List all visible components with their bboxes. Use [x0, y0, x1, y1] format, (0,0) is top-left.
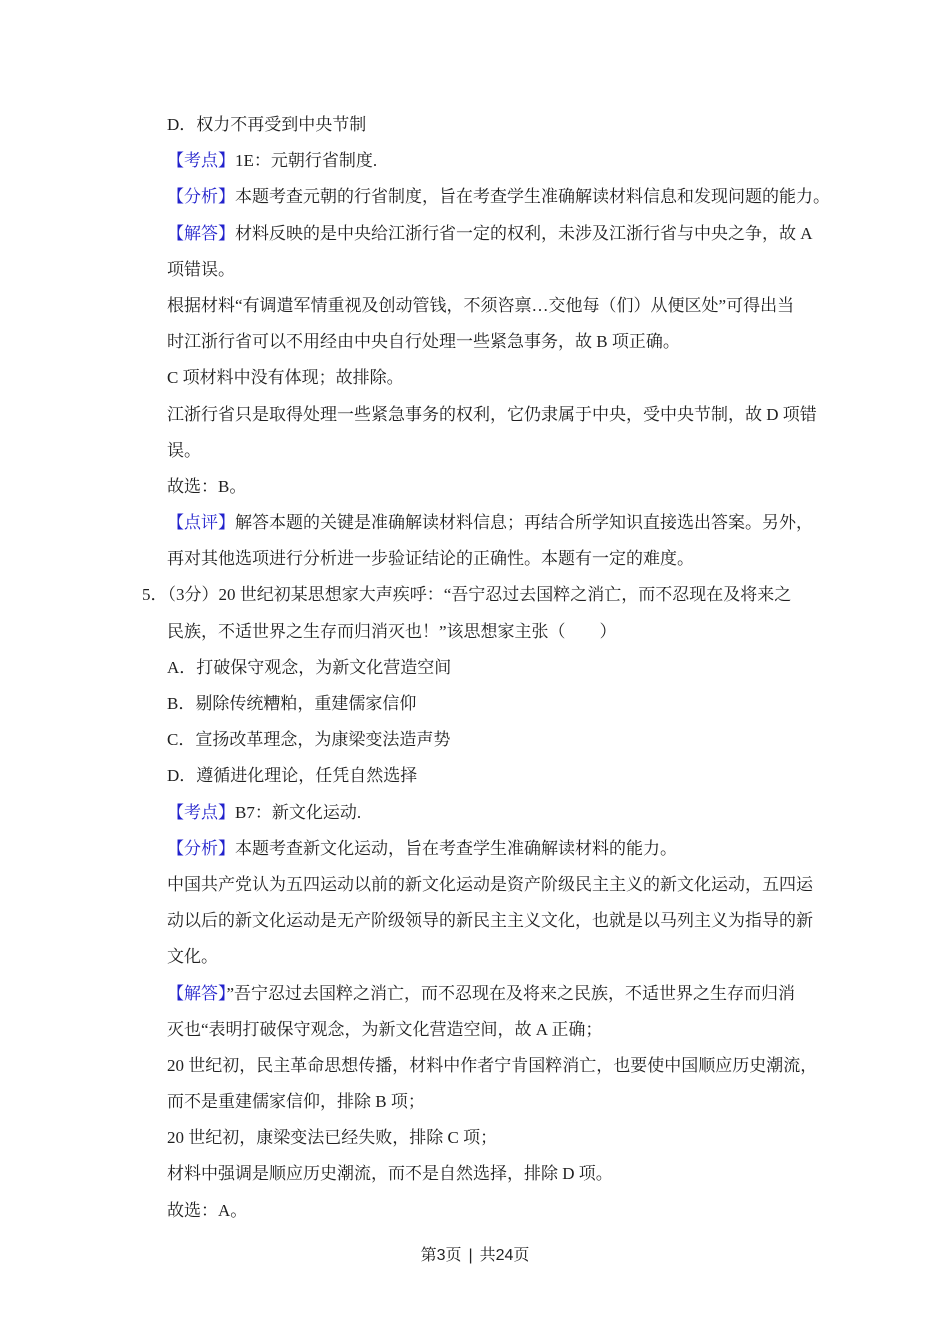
- page-footer: [0, 1242, 950, 1265]
- text-line: [167, 1156, 829, 1192]
- text-line: [167, 867, 829, 903]
- text-line: [167, 252, 829, 288]
- text-segment: 材料反映的是中央给江浙行省一定的权利，未涉及江浙行省与中央之争，故 A: [235, 223, 813, 243]
- text-segment: B7：新文化运动.: [235, 802, 362, 822]
- text-segment: 本题考查新文化运动，旨在考查学生准确解读材料的能力。: [235, 838, 677, 858]
- text-segment: 江浙行省只是取得处理一些紧急事务的权利，它仍隶属于中央，受中央节制，故 D 项错: [167, 404, 817, 424]
- text-line: [167, 107, 829, 143]
- text-segment: 文化。: [167, 947, 218, 967]
- text-line: [167, 650, 829, 686]
- text-line: [167, 1193, 829, 1229]
- section-label: 【考点】: [167, 802, 235, 822]
- footer-current-page: 第3页: [420, 1247, 462, 1264]
- text-line: [167, 216, 829, 252]
- text-segment: 中国共产党认为五四运动以前的新文化运动是资产阶级民主主义的新文化运动，五四运: [167, 874, 813, 894]
- document-body-text: [142, 107, 830, 1229]
- text-segment: 20 世纪初，康梁变法已经失败，排除 C 项；: [167, 1128, 498, 1148]
- text-segment: ”吾宁忍过去国粹之消亡，而不忍现在及将来之民族，不适世界之生存而归消: [226, 983, 796, 1003]
- text-segment: D．权力不再受到中央节制: [167, 115, 367, 134]
- text-line: [167, 939, 829, 975]
- text-line: [167, 360, 829, 396]
- section-label: 【解答】: [167, 983, 227, 1003]
- text-line: [167, 1048, 829, 1084]
- text-segment: 材料中强调是顺应历史潮流，而不是自然选择，排除 D 项。: [167, 1164, 613, 1184]
- text-segment: 动以后的新文化运动是无产阶级领导的新民主主义文化，也就是以马列主义为指导的新: [167, 911, 813, 931]
- text-segment: 根据材料“有调遣军情重视及创动管钱，不须咨禀…交他每（们）从便区处”可得出当: [167, 295, 795, 315]
- text-segment: C．宣扬改革理念，为康梁变法造声势: [167, 730, 451, 750]
- question-number-line: [142, 577, 829, 613]
- text-line: [167, 433, 829, 469]
- text-line: [167, 722, 829, 758]
- text-line: [167, 143, 829, 179]
- text-line: [167, 795, 829, 831]
- section-label: 【考点】: [167, 151, 235, 171]
- text-line: [167, 903, 829, 939]
- text-line: [167, 614, 829, 650]
- text-segment: D．遵循进化理论，任凭自然选择: [167, 766, 418, 786]
- text-segment: 时江浙行省可以不用经由中央自行处理一些紧急事务，故 B 项正确。: [167, 332, 680, 352]
- text-line: [167, 1084, 829, 1120]
- text-line: [167, 324, 829, 360]
- text-segment: 项错误。: [167, 259, 235, 279]
- footer-separator: |: [468, 1247, 473, 1264]
- text-segment: B．剔除传统糟粕，重建儒家信仰: [167, 694, 417, 713]
- text-segment: 灭也“表明打破保守观念，为新文化营造空间，故 A 正确；: [167, 1019, 603, 1039]
- text-segment: C 项材料中没有体现；故排除。: [167, 368, 404, 388]
- text-segment: 本题考查元朝的行省制度，旨在考查学生准确解读材料信息和发现问题的能力。: [235, 187, 830, 207]
- text-line: [167, 686, 829, 722]
- text-segment: 误。: [167, 440, 201, 460]
- text-line: [167, 288, 829, 324]
- text-segment: 而不是重建儒家信仰，排除 B 项；: [167, 1092, 425, 1112]
- section-label: 【点评】: [167, 513, 235, 533]
- footer-total-pages: 共24页: [479, 1247, 530, 1264]
- text-line: [167, 541, 829, 577]
- text-segment: 5．（3分）20 世纪初某思想家大声疾呼：“吾宁忍过去国粹之消亡，而不忍现在及将来之: [142, 585, 792, 605]
- section-label: 【分析】: [167, 838, 235, 858]
- text-line: [167, 976, 829, 1012]
- text-line: [167, 758, 829, 794]
- text-segment: 民族，不适世界之生存而归消灭也！”该思想家主张（ ）: [167, 621, 617, 641]
- text-line: [167, 469, 829, 505]
- section-label: 【解答】: [167, 223, 235, 243]
- text-line: [167, 1120, 829, 1156]
- text-line: [167, 831, 829, 867]
- text-line: [167, 397, 829, 433]
- text-line: [167, 179, 829, 215]
- text-segment: 解答本题的关键是准确解读材料信息；再结合所学知识直接选出答案。另外，: [235, 513, 813, 533]
- text-segment: 再对其他选项进行分析进一步验证结论的正确性。本题有一定的难度。: [167, 549, 694, 569]
- text-segment: 20 世纪初，民主革命思想传播，材料中作者宁肯国粹消亡，也要使中国顺应历史潮流，: [167, 1055, 818, 1075]
- text-segment: A．打破保守观念，为新文化营造空间: [167, 657, 452, 677]
- text-segment: 故选：B。: [167, 476, 247, 496]
- text-segment: 1E：元朝行省制度.: [235, 151, 378, 171]
- section-label: 【分析】: [167, 187, 235, 207]
- text-line: [167, 1012, 829, 1048]
- text-line: [167, 505, 829, 541]
- text-segment: 故选：A。: [167, 1200, 248, 1220]
